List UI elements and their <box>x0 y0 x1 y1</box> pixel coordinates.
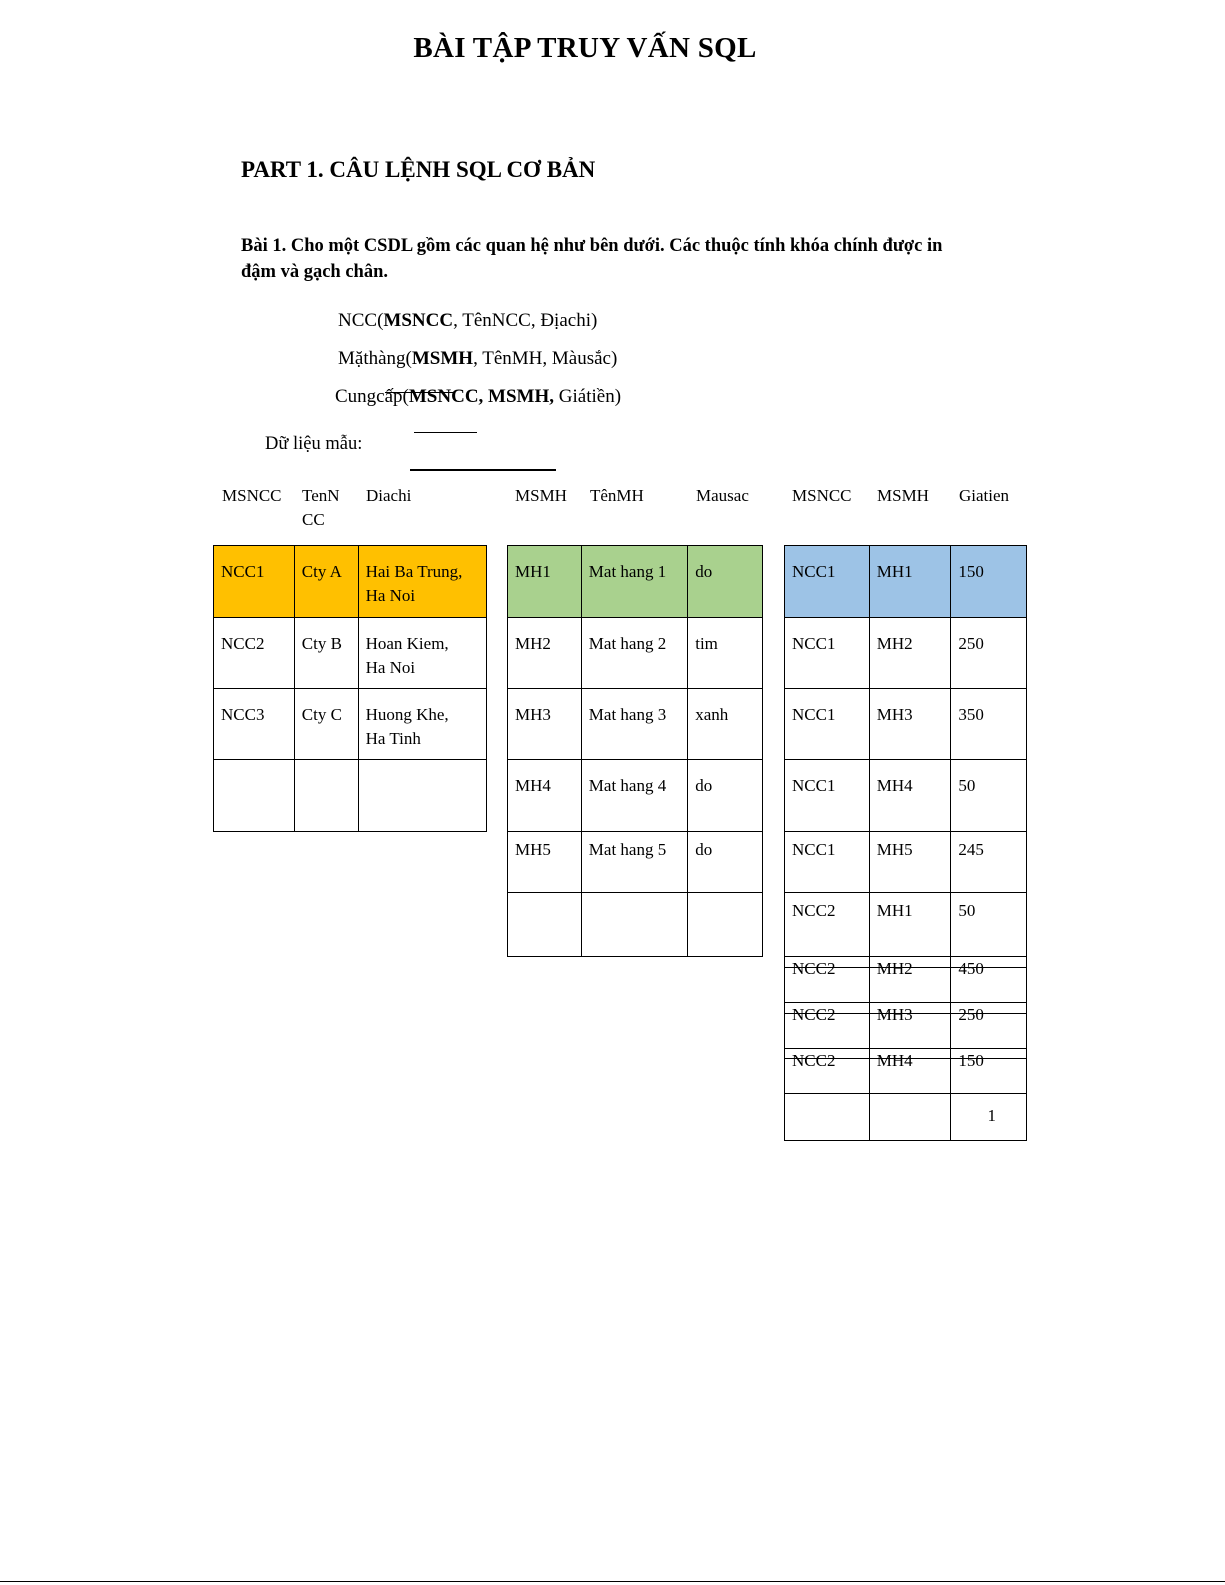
schema-ncc-key: MSNCC <box>383 310 454 331</box>
cungcap-cell: 50 <box>951 760 1027 832</box>
strikethrough-line <box>784 967 1027 968</box>
cungcap-cell: 350 <box>951 689 1027 760</box>
schema-ncc-prefix: NCC( <box>338 310 384 331</box>
cungcap-cell: MH4 <box>869 760 951 832</box>
table-row-struck <box>785 957 1027 1003</box>
exercise-text: Bài 1. Cho một CSDL gồm các quan hệ như bên dưới. Các thuộc tính khóa chính được in đậm và gạch chân. <box>241 236 943 282</box>
cungcap-cell: NCC1 <box>785 832 870 893</box>
page-bottom-rule <box>0 1581 1225 1582</box>
page-number: 1 <box>951 1094 1027 1141</box>
table-row <box>785 689 1027 760</box>
table-row <box>214 546 487 618</box>
document-title: BÀI TẬP TRUY VẤN SQL <box>413 32 757 64</box>
ncc-cell: NCC2 <box>214 618 295 689</box>
cungcap-cell: 150 <box>951 546 1027 618</box>
cungcap-cell-struck: MH2 <box>869 957 951 1003</box>
table-row-last <box>785 1094 1027 1141</box>
schema-mathang-prefix: Mặthàng( <box>338 348 412 369</box>
cungcap-cell: 50 <box>951 893 1027 957</box>
schema-ncc-rest: , TênNCC, Địachi) <box>453 310 598 331</box>
cungcap-cell-struck: MH4 <box>869 1049 951 1094</box>
key-underline-short <box>414 432 477 433</box>
mathang-cell: Mat hang 1 <box>581 546 687 618</box>
schema-mathang-key: MSMH <box>411 348 474 369</box>
mathang-cell: MH1 <box>508 546 582 618</box>
strike-line <box>385 392 455 393</box>
schema-cungcap-rest: Giátiền) <box>554 386 622 407</box>
mathang-cell: xanh <box>688 689 763 760</box>
address-line: Ha Noi <box>365 658 416 677</box>
cungcap-cell-struck: NCC2 <box>785 957 870 1003</box>
schema-mathang <box>338 348 617 370</box>
address-line: Ha Noi <box>365 586 416 605</box>
ncc-table <box>213 545 487 832</box>
cungcap-cell: MH5 <box>869 832 951 893</box>
mathang-cell: do <box>688 546 763 618</box>
ncc-header-tenncc-line2: CC <box>302 510 325 529</box>
address-line: Huong Khe, <box>365 705 449 724</box>
cungcap-cell-struck: MH3 <box>869 1003 951 1049</box>
table-row <box>785 893 1027 957</box>
mathang-cell: Mat hang 4 <box>581 760 687 832</box>
address-line: Ha Tinh <box>365 729 421 748</box>
ncc-header-diachi: Diachi <box>366 486 412 505</box>
cungcap-header-giatien: Giatien <box>959 486 1010 505</box>
ncc-header-tenncc-line1: TenN <box>302 486 340 505</box>
table-row <box>508 618 763 689</box>
address-line: Hai Ba Trung, <box>365 562 463 581</box>
cungcap-cell: NCC1 <box>785 689 870 760</box>
table-row <box>785 832 1027 893</box>
cungcap-cell: NCC1 <box>785 760 870 832</box>
mathang-cell: MH3 <box>508 689 582 760</box>
cungcap-cell-struck: NCC2 <box>785 1049 870 1094</box>
table-row-empty <box>214 760 487 832</box>
cungcap-header-msncc: MSNCC <box>792 486 852 505</box>
cungcap-cell: MH1 <box>869 546 951 618</box>
strikethrough-line <box>784 1013 1027 1014</box>
mathang-table <box>507 545 763 957</box>
mathang-header-mausac: Mausac <box>696 486 749 505</box>
ncc-header-msncc: MSNCC <box>222 486 282 505</box>
cungcap-cell: MH3 <box>869 689 951 760</box>
schema-mathang-rest: , TênMH, Màusắc) <box>473 348 618 369</box>
cungcap-cell-struck: NCC2 <box>785 1003 870 1049</box>
cungcap-cell: MH2 <box>869 618 951 689</box>
mathang-cell: Mat hang 5 <box>581 832 687 893</box>
strikethrough-line <box>784 1058 1027 1059</box>
table-row <box>214 618 487 689</box>
mathang-cell: MH4 <box>508 760 582 832</box>
table-row <box>508 546 763 618</box>
ncc-cell: Cty B <box>294 618 358 689</box>
ncc-cell: Cty C <box>294 689 358 760</box>
table-row <box>508 760 763 832</box>
sample-data-label: Dữ liệu mẫu: <box>265 434 363 454</box>
mathang-cell: MH2 <box>508 618 582 689</box>
ncc-cell-address <box>358 689 486 760</box>
cungcap-cell: 245 <box>951 832 1027 893</box>
cungcap-cell: NCC1 <box>785 546 870 618</box>
ncc-header-tenncc <box>302 484 352 532</box>
ncc-cell: NCC1 <box>214 546 295 618</box>
cungcap-cell: NCC1 <box>785 618 870 689</box>
table-row <box>508 832 763 893</box>
cungcap-cell-struck: 450 <box>951 957 1027 1003</box>
table-row-struck <box>785 1003 1027 1049</box>
table-row <box>785 618 1027 689</box>
mathang-cell: do <box>688 832 763 893</box>
ncc-cell-address <box>358 618 486 689</box>
schema-ncc <box>338 310 597 332</box>
cungcap-cell: NCC2 <box>785 893 870 957</box>
cungcap-cell: 250 <box>951 618 1027 689</box>
cungcap-cell-struck: 150 <box>951 1049 1027 1094</box>
cungcap-cell: MH1 <box>869 893 951 957</box>
mathang-cell: MH5 <box>508 832 582 893</box>
table-row <box>785 760 1027 832</box>
table-row <box>214 689 487 760</box>
cungcap-cell-struck: 250 <box>951 1003 1027 1049</box>
mathang-cell: Mat hang 2 <box>581 618 687 689</box>
table-row-empty <box>508 893 763 957</box>
ncc-cell: NCC3 <box>214 689 295 760</box>
table-row-struck <box>785 1049 1027 1094</box>
cungcap-header-msmh: MSMH <box>877 486 929 505</box>
table-row <box>785 546 1027 618</box>
schema-cungcap <box>335 386 621 408</box>
mathang-header-tenmh: TênMH <box>590 486 644 505</box>
table-row <box>508 689 763 760</box>
schema-cungcap-prefix: Cungcấp( <box>335 386 409 407</box>
mathang-cell: Mat hang 3 <box>581 689 687 760</box>
part-heading: PART 1. CÂU LỆNH SQL CƠ BẢN <box>241 157 596 182</box>
ncc-cell-address <box>358 546 486 618</box>
key-underline-long <box>410 469 556 471</box>
ncc-cell: Cty A <box>294 546 358 618</box>
address-line: Hoan Kiem, <box>365 634 449 653</box>
mathang-cell: tim <box>688 618 763 689</box>
cungcap-table <box>784 545 1027 1141</box>
schema-cungcap-key: MSNCC, MSMH, <box>408 386 555 407</box>
mathang-cell: do <box>688 760 763 832</box>
mathang-header-msmh: MSMH <box>515 486 567 505</box>
